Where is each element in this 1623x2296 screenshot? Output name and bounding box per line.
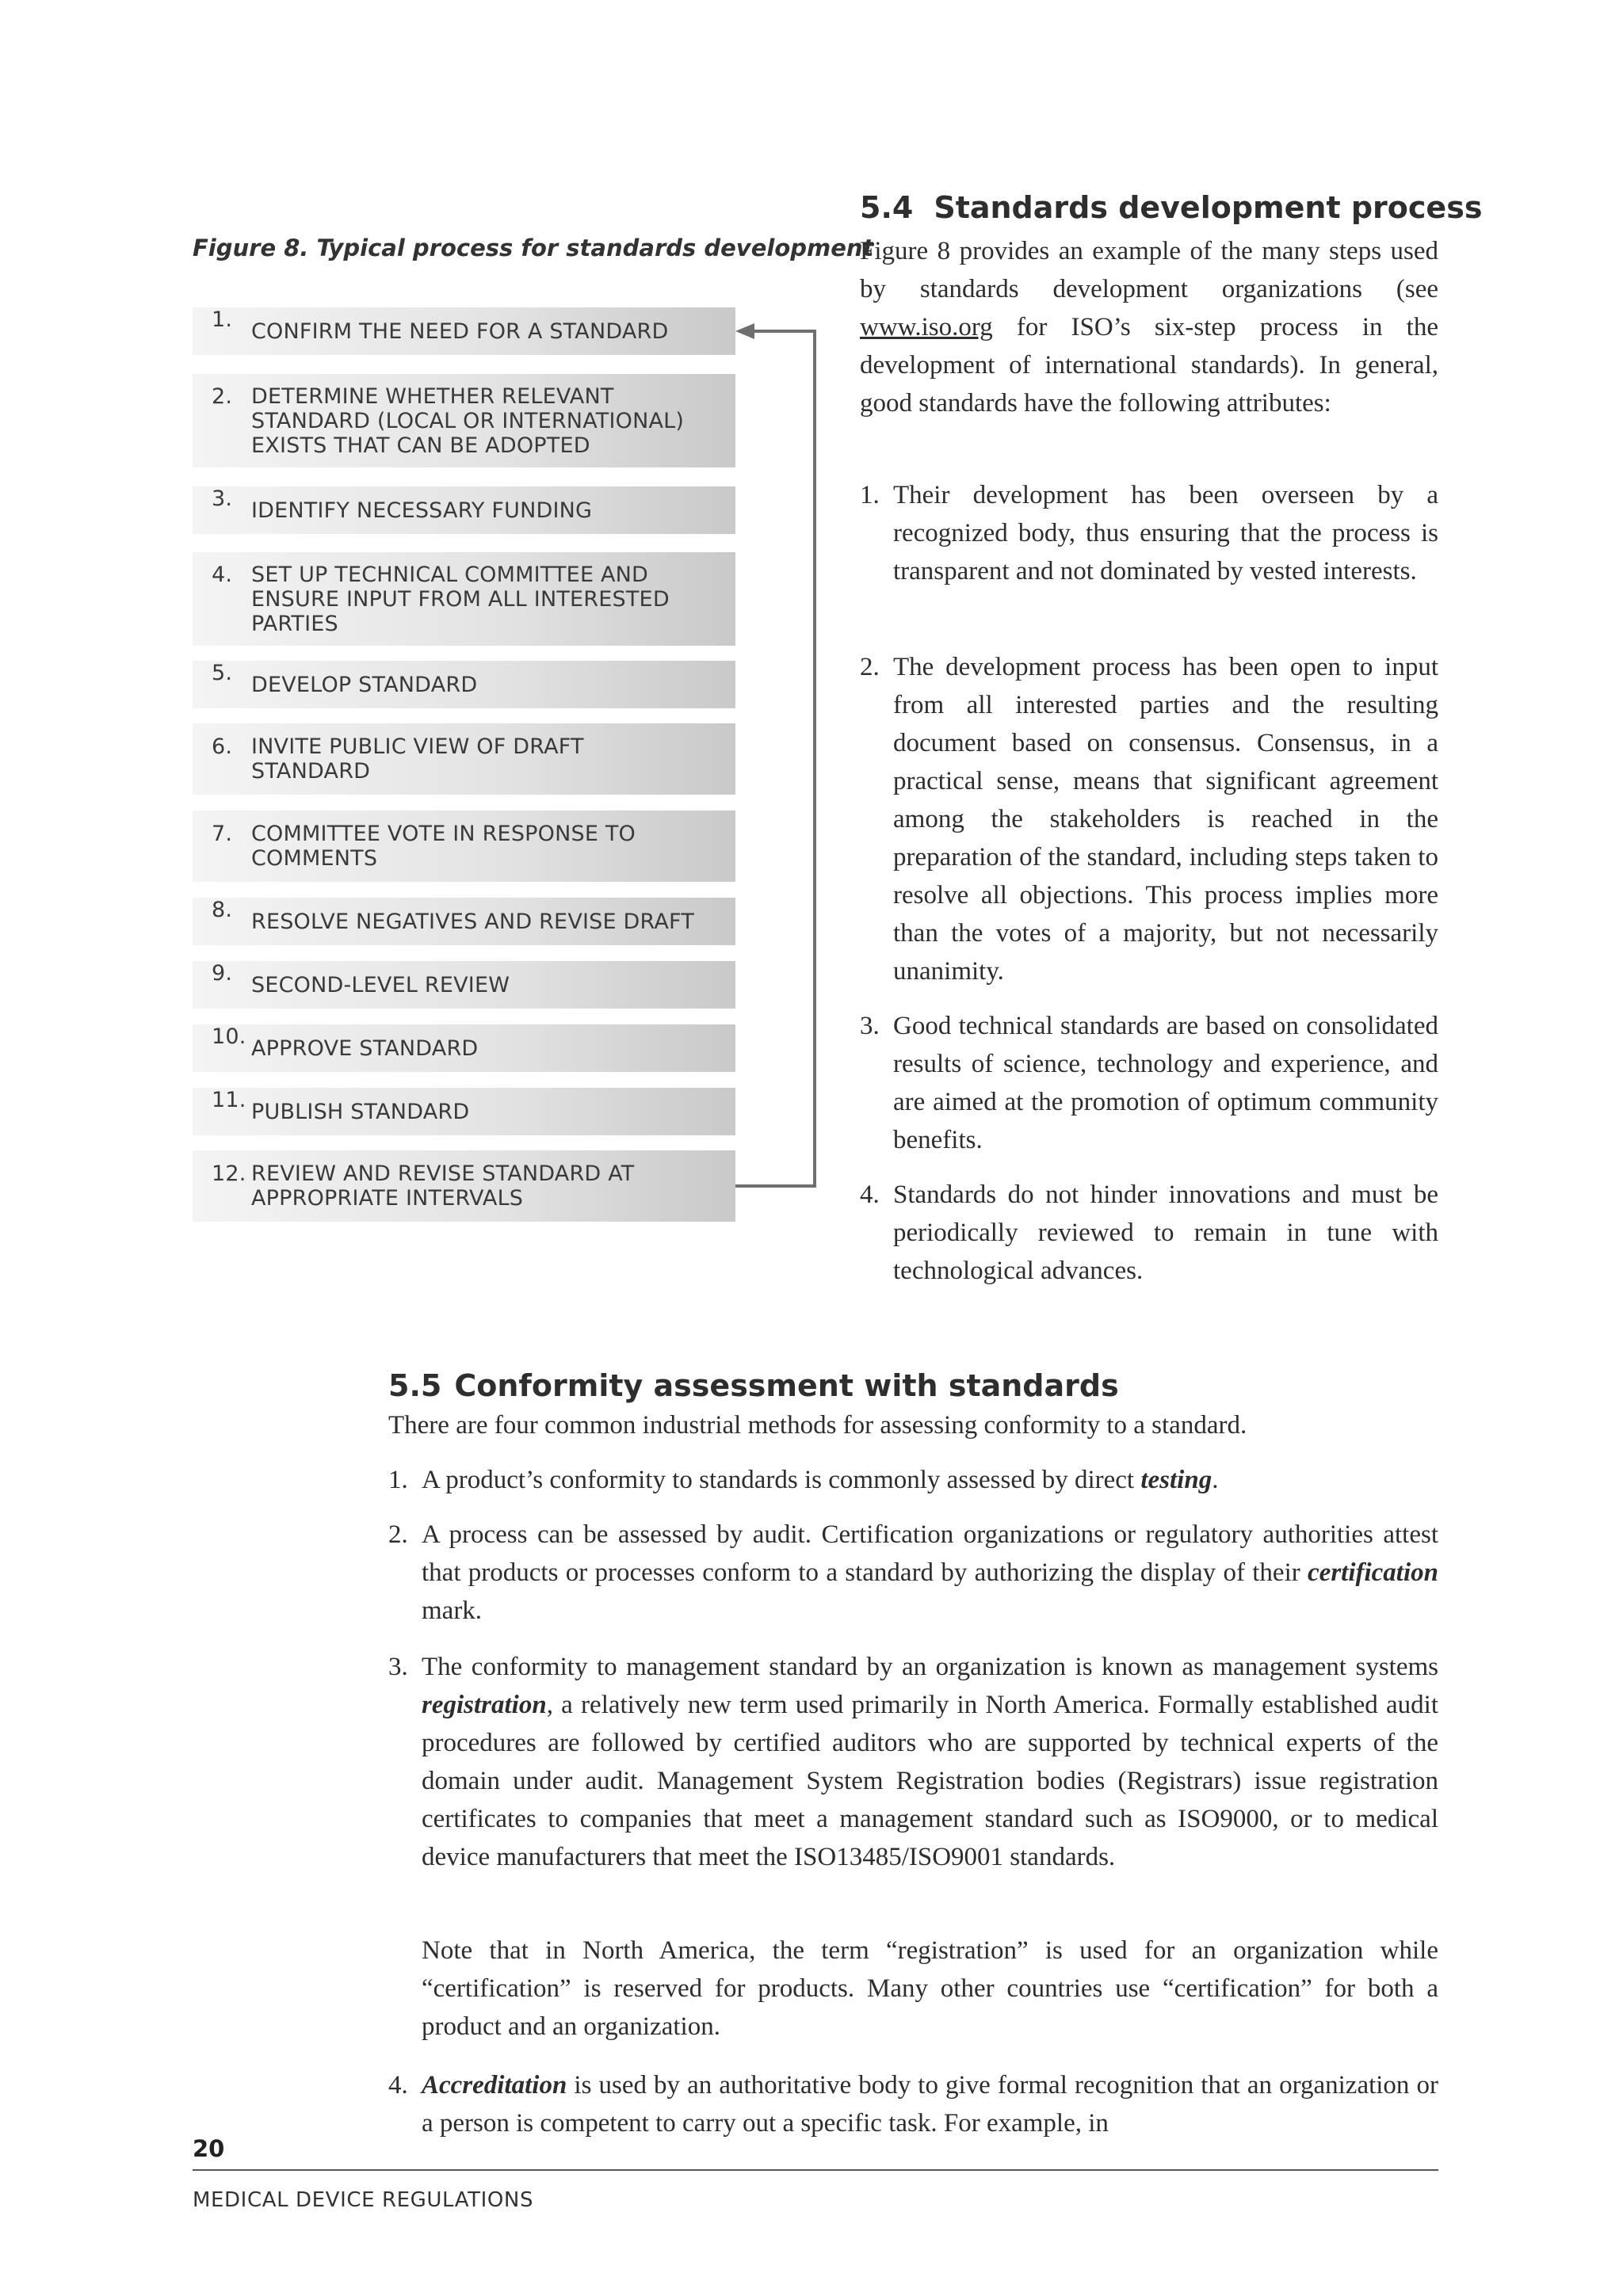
step-text: PUBLISH STANDARD [251, 1099, 470, 1124]
item-text: The conformity to management standard by an organization is known as management systems [422, 1653, 1438, 1681]
method-item-2 [388, 1516, 1438, 1630]
item-number: 3. [860, 1012, 880, 1040]
step-number: 1. [212, 307, 233, 332]
item-text: A process can be assessed by audit. Certification organizations or regulatory authorities attest that products or processes conform to a standard by authorizing the display of their [422, 1520, 1438, 1587]
item-number: 1. [860, 481, 880, 509]
emphasis-term: registration [422, 1691, 547, 1719]
step-number: 12. [212, 1161, 246, 1186]
step-text: INVITE PUBLIC VIEW OF DRAFT STANDARD [251, 734, 584, 784]
step-number: 2. [212, 383, 233, 409]
intro-text: Figure 8 provides an example of the many steps used by standards development organizations (see [860, 237, 1438, 303]
step-number: 4. [212, 562, 233, 587]
item-text-end: is used by an authoritative body to give formal recognition that an organization or a person is competent to carry out a specific task. For example, in [422, 2071, 1438, 2138]
step-number: 7. [212, 822, 233, 846]
figure-caption: Figure 8. Typical process for standards development [193, 235, 874, 261]
emphasis-term: testing [1140, 1466, 1212, 1494]
flow-step-2 [193, 374, 735, 467]
flow-step-1 [193, 307, 735, 355]
method-item-3-note: Note that in North America, the term “registration” is used for an organization while “certification” is reserved for products. Many other countries use “certification” for both a product and an organization. [422, 1936, 1438, 2041]
item-text: Good technical standards are based on consolidated results of science, technology and experience, and are aimed at the promotion of optimum community benefits. [893, 1012, 1438, 1154]
flow-step-10 [193, 1024, 735, 1072]
item-text: A product’s conformity to standards is commonly assessed by direct [422, 1466, 1141, 1494]
footer-divider [193, 2169, 1438, 2171]
step-number: 8. [212, 898, 233, 922]
step-text: REVIEW AND REVISE STANDARD AT APPROPRIATE INTERVALS [251, 1161, 635, 1211]
item-text: Their development has been overseen by a recognized body, thus ensuring that the process is transparent and not dominated by vested interests. [893, 481, 1438, 585]
attribute-item-4 [860, 1176, 1438, 1290]
step-text: APPROVE STANDARD [251, 1035, 479, 1061]
step-number: 11. [212, 1088, 246, 1112]
section-heading-5-4 [860, 190, 1482, 225]
arrowhead-icon [735, 323, 754, 339]
item-text: Standards do not hinder innovations and must be periodically reviewed to remain in tune with technological advances. [893, 1180, 1438, 1285]
attribute-item-1 [860, 476, 1438, 590]
flow-step-3 [193, 486, 735, 534]
method-item-4 [388, 2066, 1438, 2142]
flow-step-5 [193, 661, 735, 708]
intro-text-cont: for ISO’s six-step process in the development of international standards). In general, good standards have the following attributes: [860, 313, 1438, 418]
attribute-item-3 [860, 1007, 1438, 1159]
flow-step-8 [193, 898, 735, 945]
feedback-loop-line [735, 331, 815, 1186]
running-title: MEDICAL DEVICE REGULATIONS [193, 2188, 534, 2212]
item-text: The development process has been open to input from all interested parties and the resulting document based on consensus. Consensus, in a practical sense, means that significant agreement among the stakeholders is reached in the preparation of the standard, including steps taken to resolve all objections. This process implies more than the votes of a majority, but not necessarily unanimity. [893, 653, 1438, 986]
step-number: 6. [212, 734, 233, 759]
item-number: 1. [388, 1466, 408, 1494]
step-text: SECOND-LEVEL REVIEW [251, 972, 510, 997]
flow-step-4 [193, 552, 735, 646]
item-number: 4. [860, 1180, 880, 1209]
item-number: 3. [388, 1653, 408, 1681]
flow-step-9 [193, 961, 735, 1009]
step-text: DETERMINE WHETHER RELEVANT STANDARD (LOCAL OR INTERNATIONAL) EXISTS THAT CAN BE ADOPTED [251, 383, 685, 458]
step-text: COMMITTEE VOTE IN RESPONSE TO COMMENTS [251, 822, 636, 871]
section-title: Standards development process [934, 190, 1483, 225]
step-number: 10. [212, 1024, 246, 1049]
section-number: 5.5 [388, 1368, 442, 1403]
emphasis-term: certification [1308, 1558, 1438, 1587]
item-text-end: mark. [422, 1596, 483, 1625]
iso-link[interactable]: www.iso.org [860, 313, 993, 341]
method-item-1 [388, 1461, 1438, 1499]
item-text-end: . [1212, 1466, 1219, 1494]
item-text-end: , a relatively new term used primarily in North America. Formally established audit procedures are followed by certified auditors who are supported by technical experts of the domain under audit. Management System Registration bodies (Registrars) issue registration certificates to companies that meet a management standard such as ISO9000, or to medical device manufacturers that meet the ISO13485/ISO9001 standards. [422, 1691, 1438, 1871]
section-heading-5-5 [388, 1368, 1119, 1403]
section-title: Conformity assessment with standards [454, 1368, 1119, 1403]
step-number: 5. [212, 661, 233, 685]
step-text: RESOLVE NEGATIVES AND REVISE DRAFT [251, 909, 695, 934]
step-text: SET UP TECHNICAL COMMITTEE AND ENSURE INPUT FROM ALL INTERESTED PARTIES [251, 562, 670, 636]
step-text: DEVELOP STANDARD [251, 672, 478, 697]
step-text: CONFIRM THE NEED FOR A STANDARD [251, 318, 669, 344]
page-number: 20 [193, 2135, 225, 2162]
flow-step-7 [193, 810, 735, 882]
step-number: 3. [212, 486, 233, 511]
flow-step-12 [193, 1150, 735, 1222]
section-number: 5.4 [860, 190, 914, 225]
section-5-4-intro [860, 232, 1438, 422]
step-number: 9. [212, 961, 233, 986]
method-item-3 [388, 1648, 1438, 1876]
section-5-5-intro: There are four common industrial methods for assessing conformity to a standard. [388, 1411, 1247, 1440]
step-text: IDENTIFY NECESSARY FUNDING [251, 498, 593, 523]
emphasis-term: Accreditation [422, 2071, 567, 2100]
attribute-item-2 [860, 648, 1438, 990]
flow-step-6 [193, 723, 735, 795]
flow-step-11 [193, 1088, 735, 1135]
item-number: 2. [860, 653, 880, 681]
item-number: 4. [388, 2071, 408, 2100]
item-number: 2. [388, 1520, 408, 1549]
